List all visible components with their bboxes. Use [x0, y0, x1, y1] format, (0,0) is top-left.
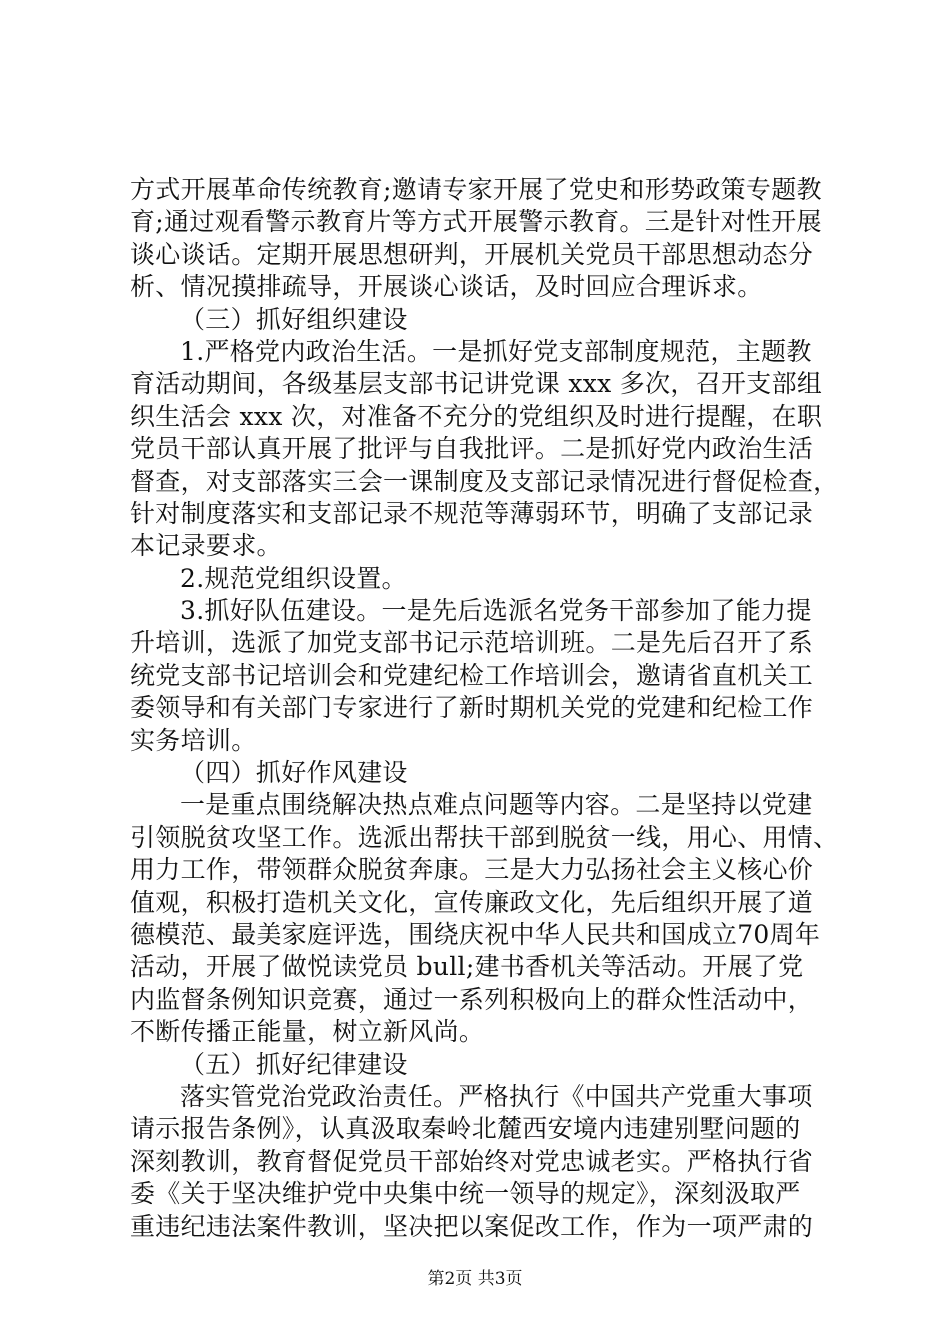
text-line: 育;通过观看警示教育片等方式开展警示教育。三是针对性开展 [130, 207, 822, 237]
text-line: 1.严格党内政治生活。一是抓好党支部制度规范，主题教 [180, 336, 812, 366]
text-line: 委领导和有关部门专家进行了新时期机关党的党建和纪检工作 [130, 693, 814, 723]
text-line: 2.规范党组织设置。 [180, 563, 407, 593]
text-line: 实务培训。 [130, 725, 257, 755]
page-number: 第2页 共3页 [427, 1269, 523, 1289]
page-footer [0, 1268, 950, 1290]
text-line: 一是重点围绕解决热点难点问题等内容。二是坚持以党建 [180, 790, 813, 820]
text-line: 请示报告条例》，认真汲取秦岭北麓西安境内违建别墅问题的 [130, 1114, 801, 1144]
text-line: 本记录要求。 [130, 531, 282, 561]
text-line: 督查，对支部落实三会一课制度及支部记录情况进行督促检查， [130, 466, 839, 496]
text-line: 升培训，选派了加党支部书记示范培训班。二是先后召开了系 [130, 628, 814, 658]
text-line: 值观，积极打造机关文化，宣传廉政文化，先后组织开展了道 [130, 887, 814, 917]
text-line: 不断传播正能量，树立新风尚。 [130, 1017, 485, 1047]
text-line: 党员干部认真开展了批评与自我批评。二是抓好党内政治生活 [130, 434, 814, 464]
text-line: 统党支部书记培训会和党建纪检工作培训会，邀请省直机关工 [130, 660, 814, 690]
text-line: 方式开展革命传统教育;邀请专家开展了党史和形势政策专题教 [130, 175, 822, 204]
text-line: 落实管党治党政治责任。严格执行《中国共产党重大事项 [180, 1081, 813, 1111]
text-line: 委《关于坚决维护党中央集中统一领导的规定》，深刻汲取严 [130, 1179, 801, 1209]
text-line: 针对制度落实和支部记录不规范等薄弱环节，明确了支部记录 [130, 498, 814, 528]
text-line: 育活动期间，各级基层支部书记讲党课 xxx 多次，召开支部组 [130, 369, 823, 399]
text-line: 3.抓好队伍建设。一是先后选派名党务干部参加了能力提 [180, 596, 812, 626]
text-line: （四）抓好作风建设 [180, 758, 408, 788]
text-line: 重违纪违法案件教训，坚决把以案促改工作，作为一项严肃的 [130, 1211, 814, 1241]
text-line: 谈心谈话。定期开展思想研判，开展机关党员干部思想动态分 [130, 239, 814, 269]
text-line: 织生活会 xxx 次，对准备不充分的党组织及时进行提醒，在职 [130, 401, 823, 431]
text-line: 深刻教训，教育督促党员干部始终对党忠诚老实。严格执行省 [130, 1146, 814, 1176]
text-line: （三）抓好组织建设 [180, 304, 408, 334]
text-line: 用力工作，带领群众脱贫奔康。三是大力弘扬社会主义核心价 [130, 855, 814, 885]
text-line: 活动，开展了做悦读党员 bull;建书香机关等活动。开展了党 [130, 952, 804, 982]
text-line: 德模范、最美家庭评选，围绕庆祝中华人民共和国成立70周年 [130, 919, 821, 949]
text-line: 析、情况摸排疏导，开展谈心谈话，及时回应合理诉求。 [130, 272, 763, 302]
document-body [130, 174, 839, 1243]
text-line: 内监督条例知识竞赛，通过一系列积极向上的群众性活动中， [130, 984, 814, 1014]
text-line: （五）抓好纪律建设 [180, 1049, 408, 1079]
text-line: 引领脱贫攻坚工作。选派出帮扶干部到脱贫一线，用心、用情、 [130, 822, 839, 852]
